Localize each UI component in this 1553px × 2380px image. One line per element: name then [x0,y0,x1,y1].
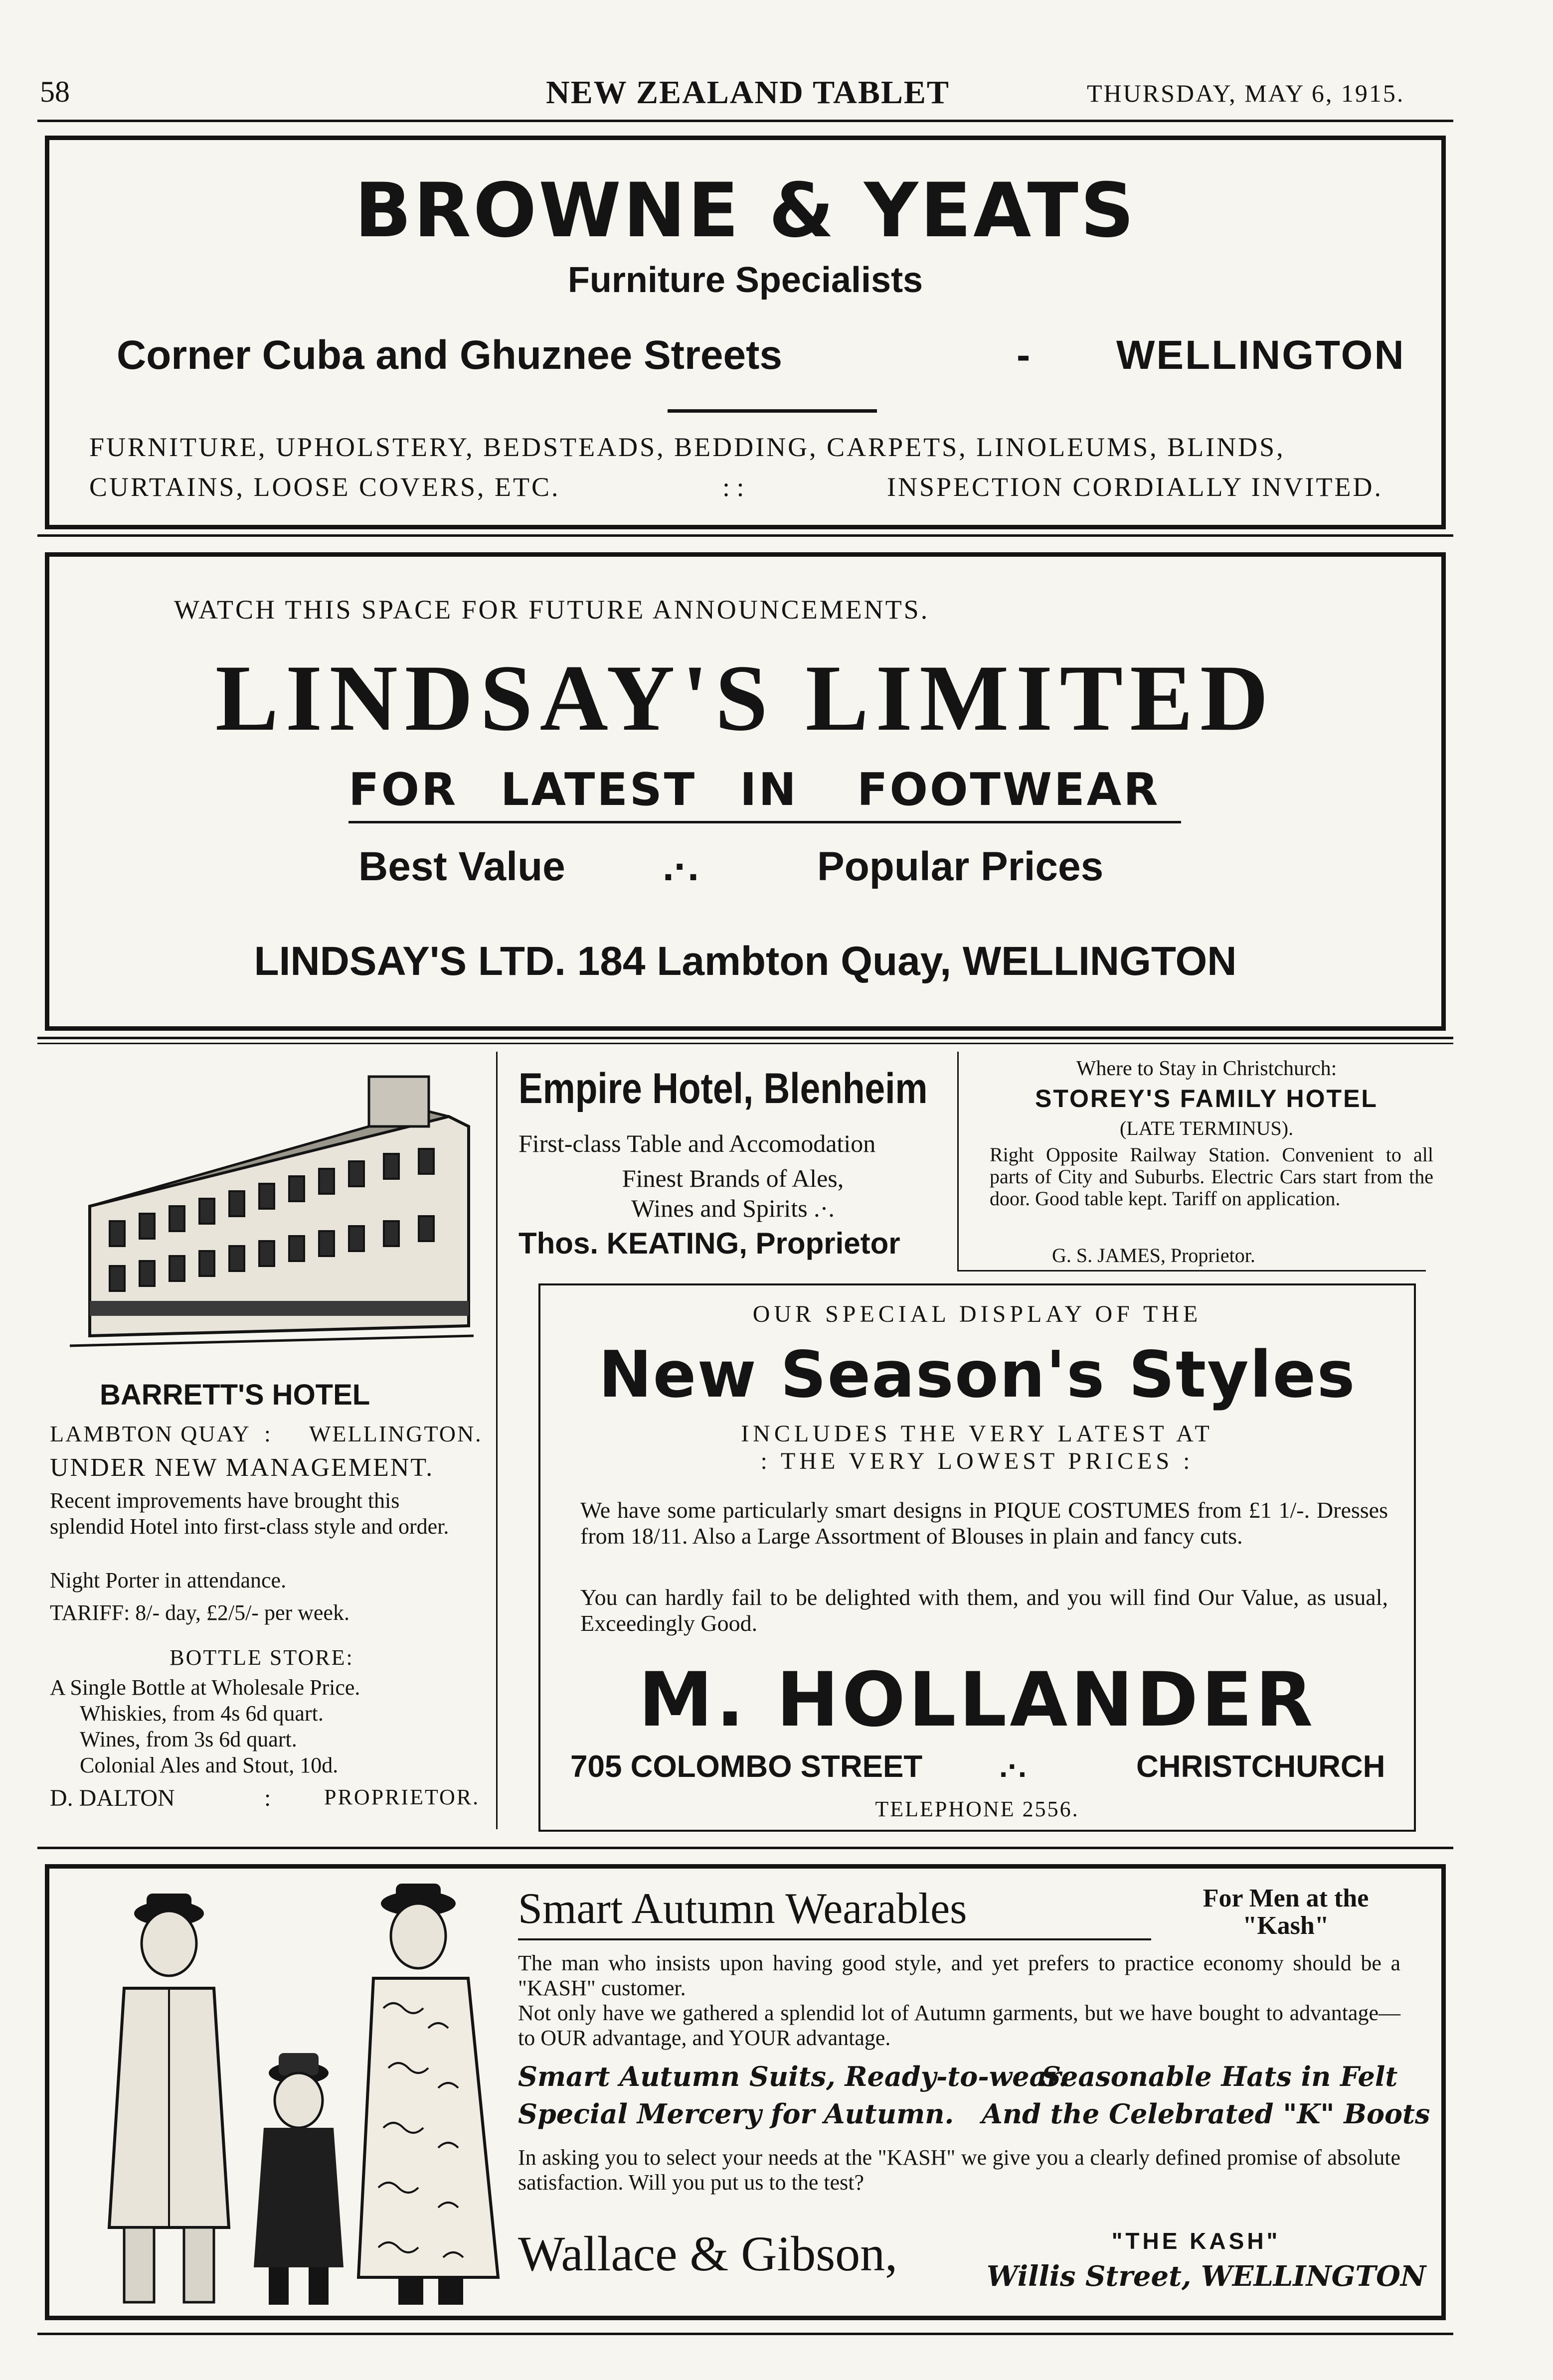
hotel-body: Recent improvements have brought this splendid Hotel into first-class style and order. [50,1488,449,1539]
storey-intro: Where to Stay in Christchurch: [1076,1057,1337,1080]
wallace-para-3: In asking you to select your needs at the "KASH" we give you a clearly defined promise of absolute satisfaction. Will you put us to the test? [518,2145,1400,2195]
hotel-location-left: LAMBTON QUAY [50,1421,251,1446]
ad-dash: - [1017,332,1031,378]
wallace-item-2: Seasonable Hats in Felt [1041,2061,1398,2092]
wallace-title-rule [518,1938,1151,1940]
hollander-street: 705 COLOMBO STREET [570,1749,923,1784]
hollander-telephone: TELEPHONE 2556. [875,1797,1079,1821]
hollander-includes-2: : THE VERY LOWEST PRICES : [760,1448,1194,1474]
hotel-bottle-3: Wines, from 3s 6d quart. [80,1727,297,1751]
ad-line-2-right: INSPECTION CORDIALLY INVITED. [887,472,1383,502]
hollander-city: CHRISTCHURCH [1136,1749,1385,1784]
wallace-item-3: Special Mercery for Autumn. [518,2098,954,2130]
column-rule-2 [957,1052,959,1271]
hotel-porter: Night Porter in attendance. [50,1568,287,1592]
wallace-item-1: Smart Autumn Suits, Ready-to-wear. [518,2061,1068,2092]
ad-tagline-2: LATEST [501,764,697,816]
building-icon [60,1057,479,1356]
ad-tagline-1: FOR [348,764,458,816]
ad-hollander [538,1283,1416,1832]
hotel-prop-right: PROPRIETOR. [324,1785,480,1809]
storey-late: (LATE TERMINUS). [1119,1117,1294,1139]
storey-rule [957,1270,1426,1271]
hollander-title: New Season's Styles [598,1338,1356,1412]
wallace-item-4: And the Celebrated "K" Boots [982,2098,1430,2130]
header-rule [37,120,1453,122]
masthead: NEW ZEALAND TABLET [546,74,950,111]
empire-proprietor: Thos. KEATING, Proprietor [518,1227,900,1260]
hollander-sep: .·. [999,1749,1027,1784]
empire-line-2: Finest Brands of Ales, [622,1164,844,1192]
hotel-prop-sep: : [264,1785,271,1811]
separator-rule-1 [37,534,1453,537]
ad-value-left: Best Value [358,844,565,889]
wallace-address: Willis Street, WELLINGTON [987,2260,1426,2293]
empire-line-3: Wines and Spirits .·. [631,1194,835,1222]
ad-address-right: WELLINGTON [1116,332,1405,378]
hotel-bottle-4: Colonial Ales and Stout, 10d. [80,1753,339,1777]
ad-title: LINDSAY'S LIMITED [215,646,1276,751]
ad-lindsays [45,552,1446,1031]
storey-name: STOREY'S FAMILY HOTEL [1035,1085,1378,1112]
wallace-kash: "Kash" [1242,1911,1329,1940]
ad-address-left: Corner Cuba and Ghuznee Streets [117,332,783,378]
hotel-bottle-1: A Single Bottle at Wholesale Price. [50,1675,360,1700]
hotel-tariff: TARIFF: 8/- day, £2/5/- per week. [50,1600,349,1625]
issue-date: THURSDAY, MAY 6, 1915. [1087,79,1405,107]
ad-tagline-4: FOOTWEAR [857,764,1160,816]
separator-rule-3 [37,1043,1453,1044]
ad-browne-yeats [45,136,1446,529]
ad-watch-text: WATCH THIS SPACE FOR FUTURE ANNOUNCEMENTS. [174,595,930,625]
ad-address: LINDSAY'S LTD. 184 Lambton Quay, WELLINGTON [254,939,1237,984]
wallace-title: Smart Autumn Wearables [518,1885,967,1933]
hollander-para-1: We have some particularly smart designs in PIQUE COSTUMES from £1 1/-. Dresses from 18/11. Also a Large Assortment of Blouses in plain and fancy cuts. [580,1497,1388,1549]
ad-line-2-left: CURTAINS, LOOSE COVERS, ETC. [89,472,560,502]
wallace-name: Wallace & Gibson, [518,2226,898,2281]
storey-proprietor: G. S. JAMES, Proprietor. [1052,1244,1255,1267]
hotel-bottle-store: BOTTLE STORE: [170,1645,354,1670]
ad-tagline-rule [348,821,1181,823]
hotel-name: BARRETT'S HOTEL [100,1379,370,1411]
wallace-the-kash: "THE KASH" [1111,2228,1281,2254]
men-illustration [79,1879,518,2312]
separator-rule-4 [37,1847,1453,1849]
ad-title: BROWNE & YEATS [354,167,1136,254]
ad-line-2-sep: : : [722,472,744,502]
ad-tagline-3: IN [740,764,798,816]
ad-wallace-gibson [45,1864,1446,2320]
empire-line-1: First-class Table and Accomodation [518,1129,876,1157]
hotel-location-right: WELLINGTON. [309,1421,483,1446]
column-rule-1 [496,1052,498,1829]
storey-body: Right Opposite Railway Station. Convenient to all parts of City and Suburbs. Electric Cars start from the door. Good table kept. Tariff on application. [990,1143,1433,1210]
wallace-for-men: For Men at the [1203,1884,1369,1912]
ad-divider [668,409,877,413]
hollander-includes-1: INCLUDES THE VERY LATEST AT [741,1421,1213,1447]
hotel-management: UNDER NEW MANAGEMENT. [50,1453,434,1482]
ad-value-right: Popular Prices [817,844,1104,889]
hollander-name: M. HOLLANDER [638,1657,1316,1744]
ad-subtitle: Furniture Specialists [567,260,923,300]
ad-value-sep: .·. [663,844,699,889]
empire-title: Empire Hotel, Blenheim [518,1065,928,1112]
ad-line-1: FURNITURE, UPHOLSTERY, BEDSTEADS, BEDDING, CARPETS, LINOLEUMS, BLINDS, [89,432,1285,462]
hotel-location-sep: : [264,1421,271,1446]
hotel-illustration [60,1057,479,1356]
wallace-para-1: The man who insists upon having good style, and yet prefers to practice economy should be a "KASH" customer. [518,1951,1400,2000]
footer-rule [37,2333,1453,2335]
wallace-para-2: Not only have we gathered a splendid lot of Autumn garments, but we have bought to advantage—to OUR advantage, and YOUR advantage. [518,2001,1400,2050]
separator-rule-2 [37,1037,1453,1039]
hotel-bottle-2: Whiskies, from 4s 6d quart. [80,1701,324,1726]
hotel-prop-left: D. DALTON [50,1785,175,1811]
hollander-intro: OUR SPECIAL DISPLAY OF THE [752,1301,1202,1327]
page-number: 58 [40,75,70,108]
men-figures-icon [79,1879,518,2312]
hollander-para-2: You can hardly fail to be delighted with them, and you will find Our Value, as usual, Exceedingly Good. [580,1585,1388,1636]
